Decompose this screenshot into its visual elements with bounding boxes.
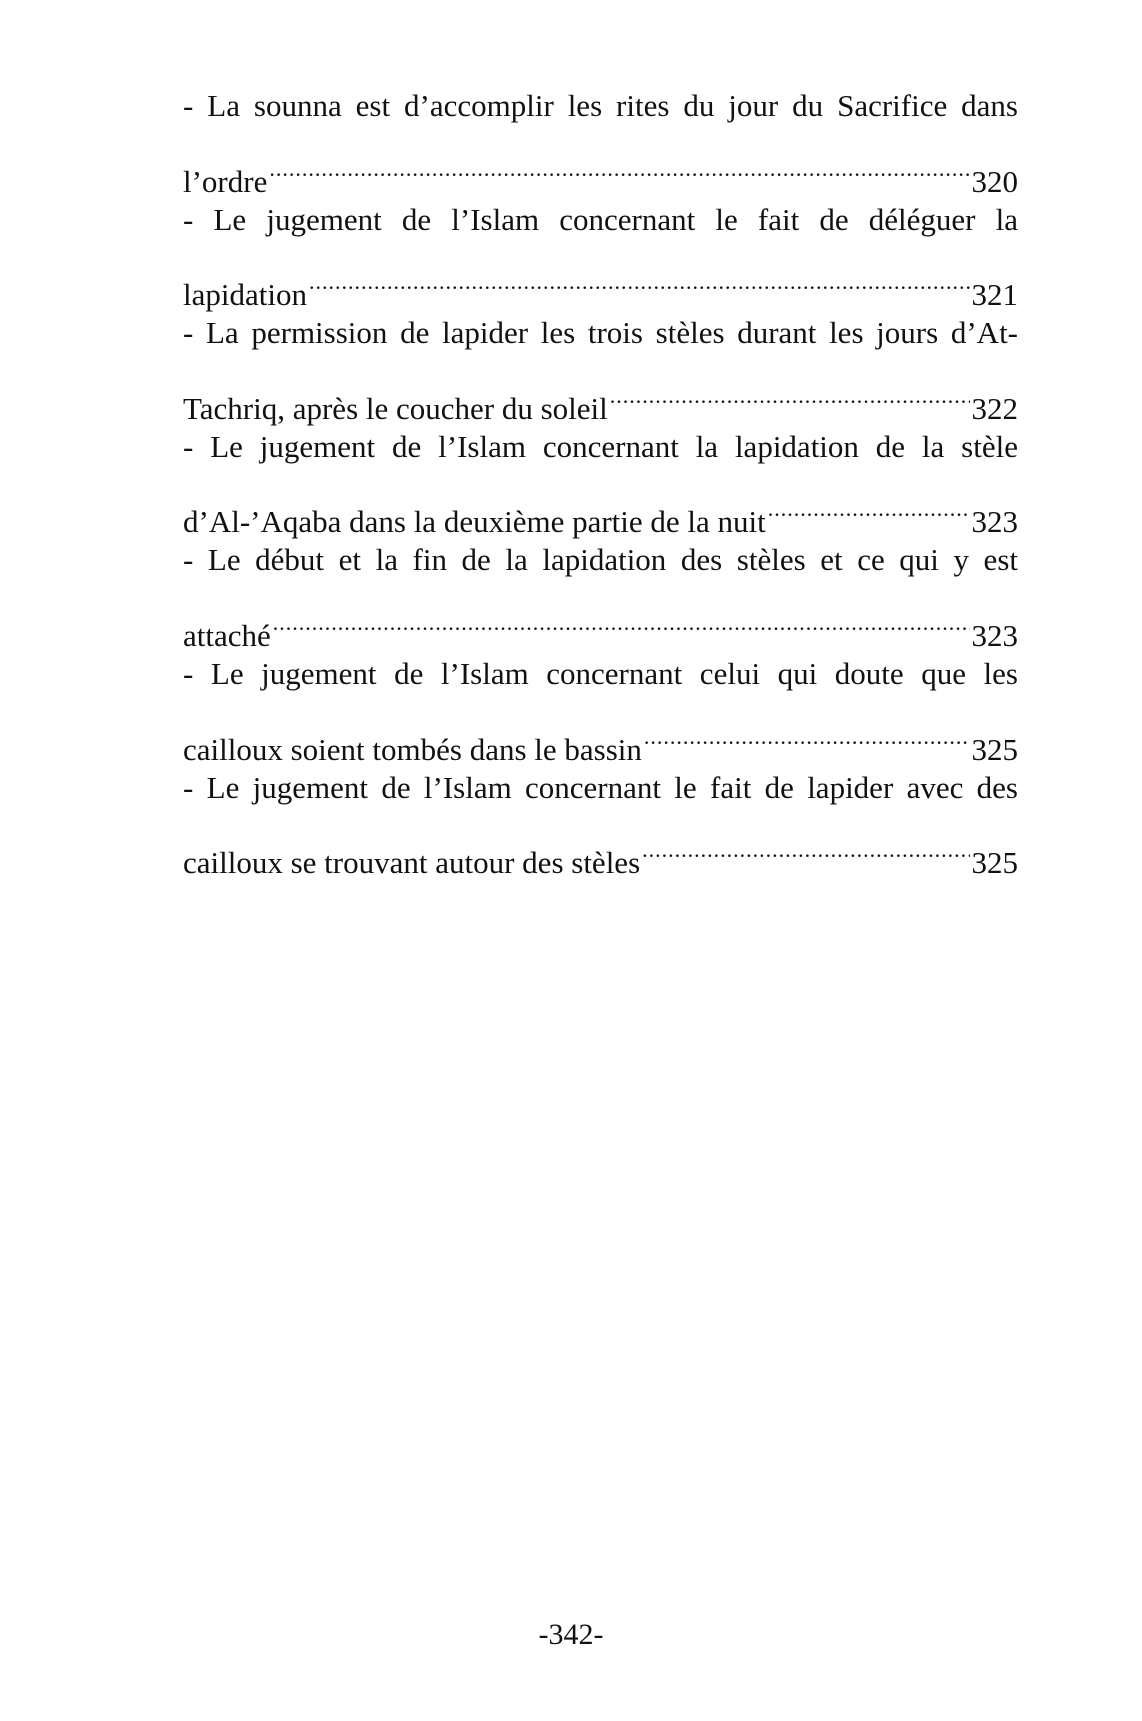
toc-page-number: 323 xyxy=(971,617,1018,653)
toc-entry-last-line xyxy=(183,476,1018,540)
toc-page-number: 323 xyxy=(971,504,1018,540)
toc-entry-title-end: l’ordre xyxy=(183,163,268,199)
toc-page-number: 320 xyxy=(971,163,1018,199)
dot-leader xyxy=(642,816,969,873)
toc-entry-last-line xyxy=(183,135,1018,199)
toc-entry-title-end: d’Al-’Aqaba dans la deuxième partie de la nuit xyxy=(183,504,766,540)
toc-entry-title: - Le jugement de l’Islam concernant celui qui doute que les xyxy=(183,655,1018,691)
toc-entry-last-line xyxy=(183,816,1018,881)
toc-entry-last-line xyxy=(183,362,1018,426)
dot-leader xyxy=(644,703,970,760)
toc-entry[interactable] xyxy=(183,760,1018,881)
toc-entry-title-end: lapidation xyxy=(183,277,307,313)
dot-leader xyxy=(269,135,969,192)
dot-leader xyxy=(610,362,970,419)
toc-entry[interactable] xyxy=(183,78,1018,199)
dot-leader xyxy=(273,589,970,646)
toc-entry-title-end: attaché xyxy=(183,617,271,653)
toc-entry-title: - Le jugement de l’Islam concernant le fait de lapider avec des xyxy=(183,769,1018,805)
toc-entry[interactable] xyxy=(183,419,1018,540)
toc-entry[interactable] xyxy=(183,305,1018,426)
toc-page-number: 322 xyxy=(971,390,1018,426)
toc-entry[interactable] xyxy=(183,646,1018,767)
toc-entry-last-line xyxy=(183,589,1018,653)
toc-entry-title-end: Tachriq, après le coucher du soleil xyxy=(183,390,608,426)
dot-leader xyxy=(309,248,970,305)
toc-page-number: 321 xyxy=(971,277,1018,313)
toc-entry-title-end: cailloux soient tombés dans le bassin xyxy=(183,731,642,767)
toc-page-number: 325 xyxy=(971,845,1018,881)
table-of-contents xyxy=(183,78,1018,881)
toc-entry-last-line xyxy=(183,248,1018,313)
toc-entry-title-end: cailloux se trouvant autour des stèles xyxy=(183,845,641,881)
dot-leader xyxy=(768,476,970,533)
toc-entry-title: - La sounna est d’accomplir les rites du jour du Sacrifice dans xyxy=(183,88,1018,123)
toc-entry-title: - La permission de lapider les trois stèles durant les jours d’At- xyxy=(183,315,1018,351)
toc-entry-last-line xyxy=(183,703,1018,767)
toc-entry-title: - Le jugement de l’Islam concernant la lapidation de la stèle xyxy=(183,428,1018,464)
toc-entry-title: - Le début et la fin de la lapidation des stèles et ce qui y est xyxy=(183,542,1018,578)
page-number-footer: -342- xyxy=(538,1618,604,1651)
toc-page-number: 325 xyxy=(971,731,1018,767)
toc-entry[interactable] xyxy=(183,192,1018,313)
toc-entry-title: - Le jugement de l’Islam concernant le fait de déléguer la xyxy=(183,201,1018,237)
toc-entry[interactable] xyxy=(183,532,1018,653)
